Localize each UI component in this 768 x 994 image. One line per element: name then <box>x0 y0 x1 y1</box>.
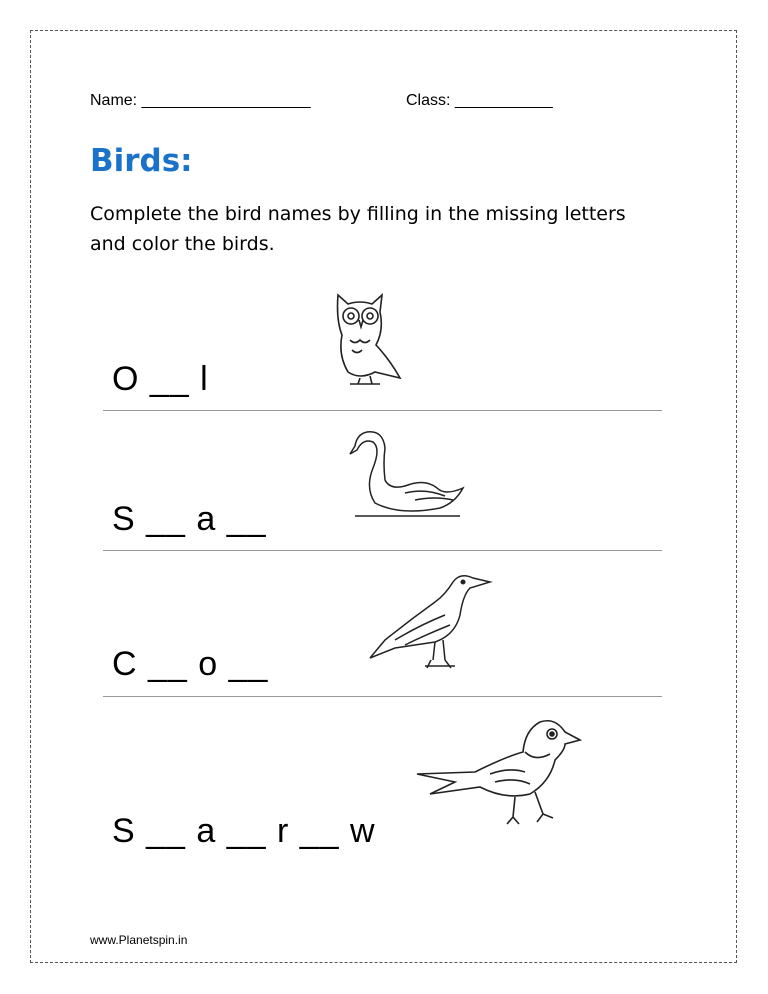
sparrow-icon <box>415 712 585 832</box>
owl-icon <box>330 290 410 385</box>
puzzle-word-sparrow[interactable]: S __ a __ r __ w <box>112 812 376 850</box>
puzzle-word-swan[interactable]: S __ a __ <box>112 500 267 538</box>
divider-line <box>103 410 662 411</box>
footer-website[interactable]: www.Planetspin.in <box>90 933 188 947</box>
divider-line <box>103 696 662 697</box>
worksheet-title: Birds: <box>90 143 193 179</box>
crow-icon <box>365 570 495 675</box>
divider-line <box>103 550 662 551</box>
swan-icon <box>345 428 470 523</box>
instructions: Complete the bird names by filling in the missing letters and color the birds. <box>90 203 626 255</box>
class-field[interactable]: Class: ___________ <box>406 92 553 109</box>
puzzle-word-owl[interactable]: O __ l <box>112 360 209 398</box>
puzzle-word-crow[interactable]: C __ o __ <box>112 645 269 683</box>
name-field[interactable]: Name: ___________________ <box>90 92 311 109</box>
